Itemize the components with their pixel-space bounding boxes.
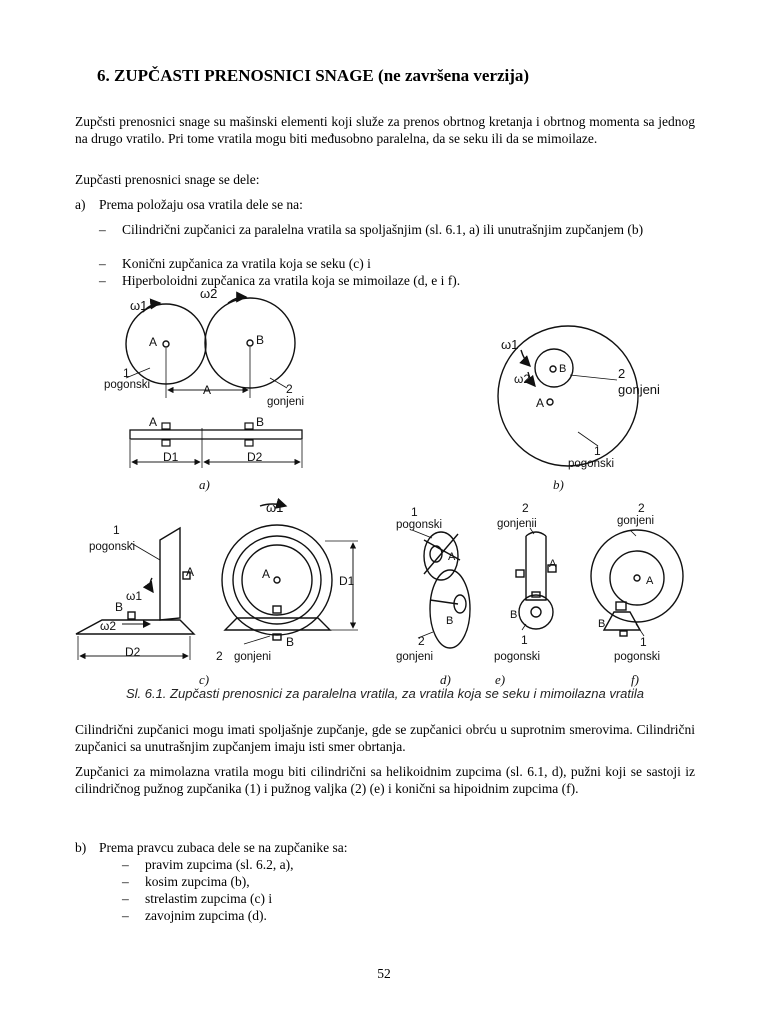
sublabel-c: c) xyxy=(199,672,210,687)
omega1-label: ω1 xyxy=(130,298,148,313)
sublabel-f: f) xyxy=(631,672,639,687)
label-gonjeni-c: gonjeni xyxy=(234,651,272,663)
bullet-dash: – xyxy=(122,908,129,923)
paragraph-crossed: Zupčanici za mimolazna vratila mogu biti cilindrični sa helikoidnim zupcima (sl. 6.1, d), pužni koji se sastoji iz cilindričnog pužnog zupčanika (1) i pužnog valjka (2) (e) i konični sa hipoidnim zupcima (f). xyxy=(75,764,695,796)
label-pogonski-f: pogonski xyxy=(614,651,661,663)
section-a-item-3: Hiperboloidni zupčanica za vratila koja se mimoilaze (d, e i f). xyxy=(122,273,461,288)
sublabel-a: a) xyxy=(199,477,210,492)
label-B: B xyxy=(256,333,265,347)
label-B-shaft: B xyxy=(256,415,265,429)
sublabel-d: d) xyxy=(440,672,451,687)
label-1-f: 1 xyxy=(640,635,647,649)
label-gonjeni-f: gonjeni xyxy=(617,515,655,527)
label-2-d: 2 xyxy=(418,634,425,648)
label-1-d: 1 xyxy=(411,505,418,519)
axis-b-dot xyxy=(247,340,253,346)
omega2-label-c: ω2 xyxy=(100,619,117,633)
label-gonjeni-b: gonjeni xyxy=(618,382,660,397)
section-b-item-1: pravim zupcima (sl. 6.2, a), xyxy=(145,857,294,872)
label-A-d: A xyxy=(448,551,456,563)
diagram-a xyxy=(126,297,305,468)
label-pogonski-d: pogonski xyxy=(396,519,443,531)
axis-a-dot xyxy=(163,341,169,347)
omega2-label-b: ω2 xyxy=(514,372,531,386)
title-note: (ne završena verzija) xyxy=(378,66,530,85)
label-pogonski-e: pogonski xyxy=(494,651,541,663)
label-1-b: 1 xyxy=(594,444,601,458)
label-A-c: A xyxy=(186,565,195,579)
label-2-c: 2 xyxy=(216,649,223,663)
section-b-label: b) xyxy=(75,840,87,855)
label-gonjeni-d: gonjeni xyxy=(396,651,434,663)
bullet-dash: – xyxy=(122,891,129,906)
label-2-e: 2 xyxy=(522,501,529,515)
section-a-item-1: Cilindrični zupčanici za paralelna vratila sa spoljašnjim (sl. 6.1, a) ili unutrašnjim zupčanjem (b) xyxy=(122,222,644,237)
label-B-f: B xyxy=(598,618,606,630)
section-b-item-4: zavojnim zupcima (d). xyxy=(145,908,267,923)
internal-gear-circle xyxy=(498,326,638,466)
label-A-shaft: A xyxy=(149,415,158,429)
label-1: 1 xyxy=(123,366,130,380)
label-2: 2 xyxy=(286,382,293,396)
bullet-dash: – xyxy=(99,256,106,271)
label-A-f: A xyxy=(646,575,654,587)
label-pogonski: pogonski xyxy=(104,379,151,391)
bullet-dash: – xyxy=(122,874,129,889)
omega1-label-c: ω1 xyxy=(126,589,143,603)
diagram-d xyxy=(412,530,470,648)
bullet-dash: – xyxy=(122,857,129,872)
sublabel-b: b) xyxy=(553,477,564,492)
label-pogonski-c: pogonski xyxy=(89,541,136,553)
division-text: Zupčasti prenosnici snage se dele: xyxy=(75,172,260,187)
label-D2-c: D2 xyxy=(125,645,141,659)
label-A-e: A xyxy=(549,558,557,570)
label-A-c2: A xyxy=(262,567,271,581)
label-1-c: 1 xyxy=(113,523,120,537)
page-number: 52 xyxy=(377,966,391,981)
label-B-c2: B xyxy=(286,635,295,649)
label-A: A xyxy=(149,335,158,349)
label-A-dim: A xyxy=(203,383,212,397)
label-gonjeni: gonjeni xyxy=(267,396,305,408)
diagram-b xyxy=(498,326,638,466)
section-b-item-3: strelastim zupcima (c) i xyxy=(145,891,273,906)
label-pogonski-b: pogonski xyxy=(568,458,615,470)
label-B-e: B xyxy=(510,609,518,621)
label-gonjenii-e: gonjenii xyxy=(497,518,537,530)
paragraph-cylindrical: Cilindrični zupčanici mogu imati spoljašnje zupčanje, gde se zupčanici obrću u suprotnim smerovima. Cilindrični zupčanici sa unutrašnjim zupčanjem imaju isti smer obrtanja. xyxy=(75,722,695,754)
title-main: 6. ZUPČASTI PRENOSNICI SNAGE xyxy=(97,66,374,85)
label-2-b: 2 xyxy=(618,366,626,381)
label-1-e: 1 xyxy=(521,633,528,647)
label-2-f: 2 xyxy=(638,501,645,515)
section-a-item-2: Konični zupčanica za vratila koja se seku (c) i xyxy=(122,256,371,271)
bullet-dash: – xyxy=(99,222,106,237)
label-D2: D2 xyxy=(247,450,263,464)
bullet-dash: – xyxy=(99,273,106,288)
label-B-d: B xyxy=(446,615,454,627)
label-D1: D1 xyxy=(163,450,179,464)
omega1-label-c2: ω1 xyxy=(266,500,284,515)
omega2-label: ω2 xyxy=(200,286,218,301)
label-B-c: B xyxy=(115,600,124,614)
intro-paragraph: Zupčsti prenosnici snage su mašinski elementi koji služe za prenos obrtnog kretanja i obrtnog momenta sa jednog na drugo vratilo. Pri tome vratila mogu biti međusobno paralelna, da se seku ili da se mimoilaze. xyxy=(75,114,695,146)
figure-caption: Sl. 6.1. Zupčasti prenosnici za paralelna vratila, za vratila koja se seku i mimoilazna vratila xyxy=(125,686,645,701)
section-a-text: Prema položaju osa vratila dele se na: xyxy=(99,197,303,212)
omega1-label-b: ω1 xyxy=(501,337,519,352)
section-b-text: Prema pravcu zubaca dele se na zupčanike sa: xyxy=(99,840,348,855)
label-A-b: A xyxy=(536,396,545,410)
label-D1-c: D1 xyxy=(339,574,355,588)
label-B-b: B xyxy=(559,363,567,375)
section-a-label: a) xyxy=(75,197,86,212)
pinion-circle xyxy=(535,349,573,387)
diagram-e xyxy=(516,528,556,630)
sublabel-e: e) xyxy=(495,672,506,687)
section-b-item-2: kosim zupcima (b), xyxy=(145,874,250,889)
